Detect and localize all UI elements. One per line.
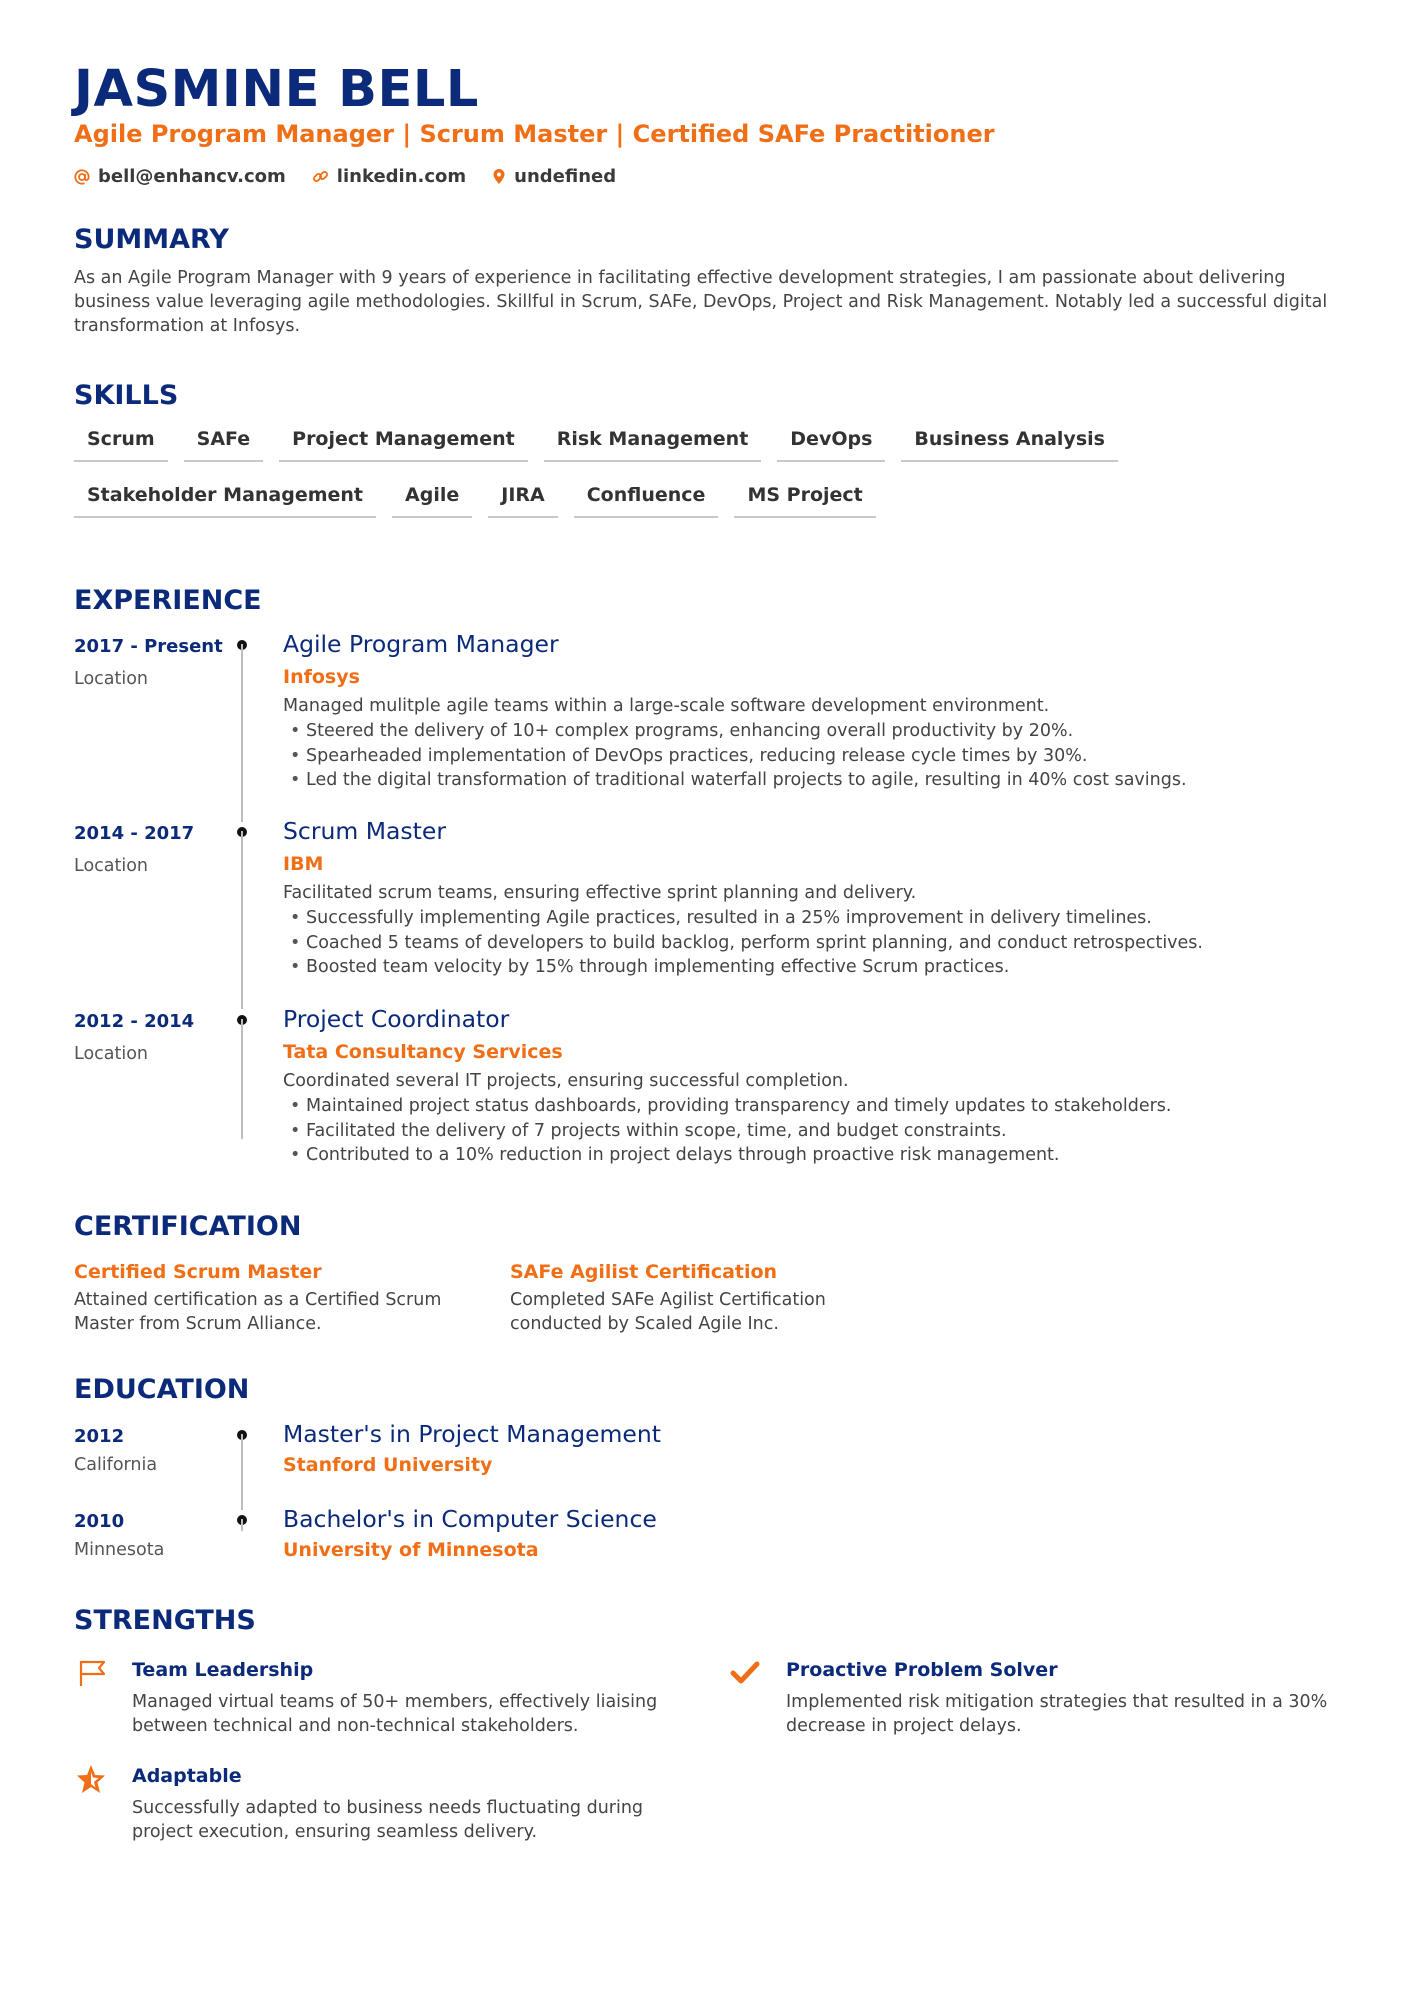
certification-name: SAFe Agilist Certification	[510, 1261, 778, 1283]
at-icon	[74, 169, 90, 185]
achievement-item: • Led the digital transformation of traditional waterfall projects to agile, resulting in 40% cost savings.	[283, 768, 1343, 793]
job-description: Facilitated scrum teams, ensuring effective sprint planning and delivery.	[283, 883, 917, 903]
certification-heading: CERTIFICATION	[74, 1211, 302, 1242]
skill-tag: SAFe	[184, 428, 263, 462]
education-school: University of Minnesota	[283, 1539, 539, 1561]
job-achievements	[283, 1094, 1343, 1168]
education-school: Stanford University	[283, 1454, 493, 1476]
job-location: Location	[74, 669, 149, 689]
job-achievements	[283, 719, 1343, 793]
skills-heading: SKILLS	[74, 380, 179, 411]
candidate-name: JASMINE BELL	[74, 60, 479, 119]
strength-title: Team Leadership	[132, 1659, 314, 1681]
job-company: Tata Consultancy Services	[283, 1041, 563, 1063]
education-heading: EDUCATION	[74, 1374, 250, 1405]
contact-linkedin-text: linkedin.com	[336, 166, 467, 187]
star-icon	[74, 1762, 108, 1796]
strength-description: Implemented risk mitigation strategies that resulted in a 30% decrease in project delays.	[786, 1692, 1328, 1736]
education-degree: Bachelor's in Computer Science	[283, 1505, 657, 1533]
summary-heading: SUMMARY	[74, 224, 229, 255]
achievement-item: • Facilitated the delivery of 7 projects within scope, time, and budget constraints.	[283, 1119, 1343, 1144]
job-location: Location	[74, 1044, 149, 1064]
certification-item	[74, 1261, 464, 1336]
strength-description: Managed virtual teams of 50+ members, effectively liaising between technical and non-technical stakeholders.	[132, 1692, 658, 1736]
education-degree: Master's in Project Management	[283, 1420, 661, 1448]
certification-description: Attained certification as a Certified Scrum Master from Scrum Alliance.	[74, 1290, 442, 1334]
skill-tag: Stakeholder Management	[74, 484, 376, 518]
job-company: Infosys	[283, 666, 360, 688]
timeline-line	[241, 831, 243, 1009]
certification-item	[510, 1261, 900, 1336]
location-pin-icon	[492, 168, 506, 185]
achievement-item: • Coached 5 teams of developers to build backlog, perform sprint planning, and conduct retrospectives.	[283, 931, 1343, 956]
certification-name: Certified Scrum Master	[74, 1261, 322, 1283]
skill-tag: Project Management	[279, 428, 528, 462]
summary-text: As an Agile Program Manager with 9 years of experience in facilitating effective development strategies, I am passionate about delivering business value leveraging agile methodologies. Skillful in Scrum, SAFe, DevOps, Project and Risk Management. Notably led a successful digital transformation at Infosys.	[74, 268, 1328, 336]
job-dates: 2017 - Present	[74, 636, 223, 657]
job-location: Location	[74, 856, 149, 876]
candidate-headline: Agile Program Manager | Scrum Master | Certified SAFe Practitioner	[74, 120, 995, 148]
timeline-line	[241, 1519, 243, 1531]
job-dates: 2014 - 2017	[74, 823, 195, 844]
education-location: Minnesota	[74, 1540, 165, 1560]
job-achievements	[283, 906, 1343, 980]
job-title: Project Coordinator	[283, 1005, 510, 1033]
job-description: Coordinated several IT projects, ensuring successful completion.	[283, 1071, 849, 1091]
timeline-line	[241, 1019, 243, 1139]
timeline-line	[241, 1434, 243, 1510]
certification-description: Completed SAFe Agilist Certification conducted by Scaled Agile Inc.	[510, 1290, 826, 1334]
contact-location-text: undefined	[514, 166, 617, 187]
contact-location	[492, 166, 616, 187]
job-title: Scrum Master	[283, 817, 447, 845]
education-location: California	[74, 1455, 158, 1475]
skill-tag: Scrum	[74, 428, 168, 462]
job-dates: 2012 - 2014	[74, 1011, 195, 1032]
achievement-item: • Spearheaded implementation of DevOps practices, reducing release cycle times by 30%.	[283, 744, 1343, 769]
job-company: IBM	[283, 853, 324, 875]
link-icon	[312, 168, 329, 185]
contact-email[interactable]	[74, 166, 286, 187]
achievement-item: • Maintained project status dashboards, providing transparency and timely updates to stakeholders.	[283, 1094, 1343, 1119]
experience-heading: EXPERIENCE	[74, 585, 262, 616]
skill-tag: Confluence	[574, 484, 719, 518]
skills-list	[74, 428, 1354, 518]
contact-linkedin[interactable]	[312, 166, 466, 187]
skill-tag: DevOps	[777, 428, 885, 462]
achievement-item: • Successfully implementing Agile practices, resulted in a 25% improvement in delivery timelines.	[283, 906, 1343, 931]
skill-tag: Business Analysis	[901, 428, 1118, 462]
achievement-item: • Steered the delivery of 10+ complex programs, enhancing overall productivity by 20%.	[283, 719, 1343, 744]
contact-email-text: bell@enhancv.com	[98, 166, 286, 187]
flag-icon	[74, 1656, 108, 1690]
skill-tag: Risk Management	[544, 428, 762, 462]
strength-description: Successfully adapted to business needs fluctuating during project execution, ensuring seamless delivery.	[132, 1798, 644, 1842]
achievement-item: • Boosted team velocity by 15% through implementing effective Scrum practices.	[283, 955, 1343, 980]
education-year: 2012	[74, 1426, 125, 1447]
skill-tag: JIRA	[488, 484, 557, 518]
job-title: Agile Program Manager	[283, 630, 559, 658]
contact-bar	[74, 166, 616, 187]
strength-title: Adaptable	[132, 1765, 242, 1787]
timeline-line	[241, 644, 243, 822]
achievement-item: • Contributed to a 10% reduction in project delays through proactive risk management.	[283, 1143, 1343, 1168]
skill-tag: Agile	[392, 484, 472, 518]
strength-title: Proactive Problem Solver	[786, 1659, 1058, 1681]
education-year: 2010	[74, 1511, 125, 1532]
checkmark-icon	[728, 1656, 762, 1690]
strengths-heading: STRENGTHS	[74, 1605, 256, 1636]
skill-tag: MS Project	[734, 484, 875, 518]
job-description: Managed mulitple agile teams within a large-scale software development environment.	[283, 696, 1050, 716]
